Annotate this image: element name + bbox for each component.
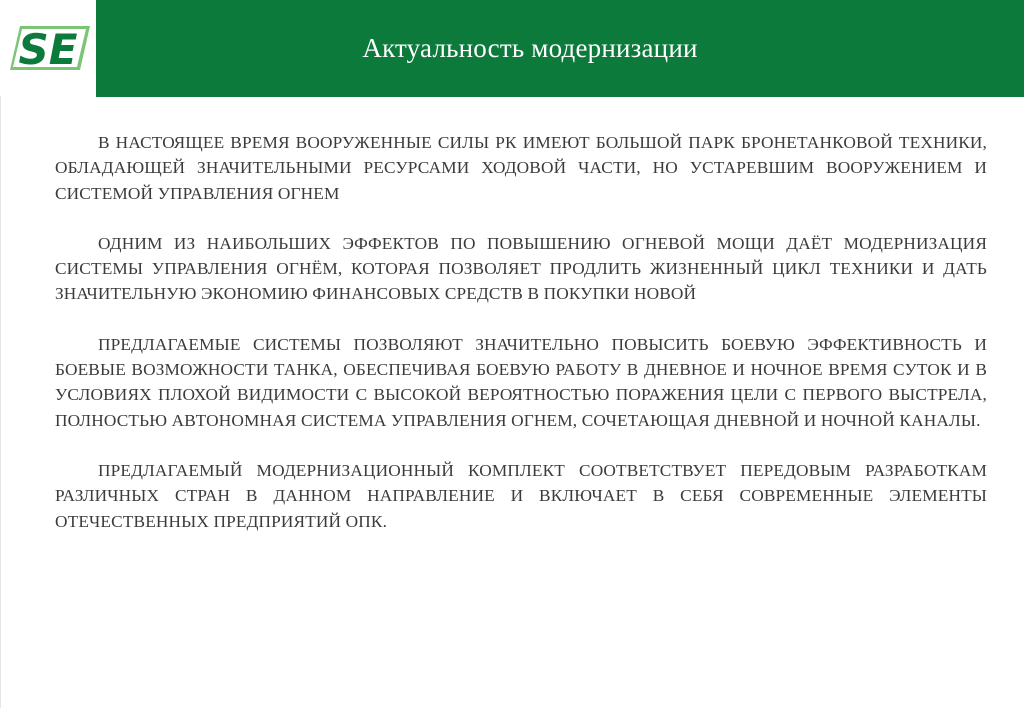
logo <box>0 0 96 96</box>
paragraph-4: ПРЕДЛАГАЕМЫЙ МОДЕРНИЗАЦИОННЫЙ КОМПЛЕКТ СООТВЕТСТВУЕТ ПЕРЕДОВЫМ РАЗРАБОТКАМ РАЗЛИЧНЫХ СТРАН В ДАННОМ НАПРАВЛЕНИЕ И ВКЛЮЧАЕТ В СЕБЯ СОВРЕМЕННЫЕ ЭЛЕМЕНТЫ ОТЕЧЕСТВЕННЫХ ПРЕДПРИЯТИЙ ОПК. <box>55 460 987 531</box>
slide-left-border <box>0 0 1 708</box>
header-bar <box>96 0 1024 97</box>
logo-text: SE <box>18 25 78 74</box>
page-title: Актуальность модернизации <box>362 33 698 63</box>
se-logo-icon <box>6 20 90 76</box>
paragraph-3: ПРЕДЛАГАЕМЫЕ СИСТЕМЫ ПОЗВОЛЯЮТ ЗНАЧИТЕЛЬНО ПОВЫСИТЬ БОЕВУЮ ЭФФЕКТИВНОСТЬ И БОЕВЫЕ ВОЗМОЖНОСТИ ТАНКА, ОБЕСПЕЧИВАЯ БОЕВУЮ РАБОТУ В ДНЕВНОЕ И НОЧНОЕ ВРЕМЯ СУТОК И В УСЛОВИЯХ ПЛОХОЙ ВИДИМОСТИ С ВЫСОКОЙ ВЕРОЯТНОСТЬЮ ПОРАЖЕНИЯ ЦЕЛИ С ПЕРВОГО ВЫСТРЕЛА, ПОЛНОСТЬЮ АВТОНОМНАЯ СИСТЕМА УПРАВЛЕНИЯ ОГНЕМ, СОЧЕТАЮЩАЯ ДНЕВНОЙ И НОЧНОЙ КАНАЛЫ. <box>55 334 987 430</box>
content-body <box>55 130 987 559</box>
paragraph-1: В НАСТОЯЩЕЕ ВРЕМЯ ВООРУЖЕННЫЕ СИЛЫ РК ИМЕЮТ БОЛЬШОЙ ПАРК БРОНЕТАНКОВОЙ ТЕХНИКИ, ОБЛАДАЮЩЕЙ ЗНАЧИТЕЛЬНЫМИ РЕСУРСАМИ ХОДОВОЙ ЧАСТИ, НО УСТАРЕВШИМ ВООРУЖЕНИЕМ И СИСТЕМОЙ УПРАВЛЕНИЯ ОГНЕМ <box>55 133 987 203</box>
paragraph-2: ОДНИМ ИЗ НАИБОЛЬШИХ ЭФФЕКТОВ ПО ПОВЫШЕНИЮ ОГНЕВОЙ МОЩИ ДАЁТ МОДЕРНИЗАЦИЯ СИСТЕМЫ УПРАВЛЕНИЯ ОГНЁМ, КОТОРАЯ ПОЗВОЛЯЕТ ПРОДЛИТЬ ЖИЗНЕННЫЙ ЦИКЛ ТЕХНИКИ И ДАТЬ ЗНАЧИТЕЛЬНУЮ ЭКОНОМИЮ ФИНАНСОВЫХ СРЕДСТВ В ПОКУПКИ НОВОЙ <box>55 233 987 304</box>
